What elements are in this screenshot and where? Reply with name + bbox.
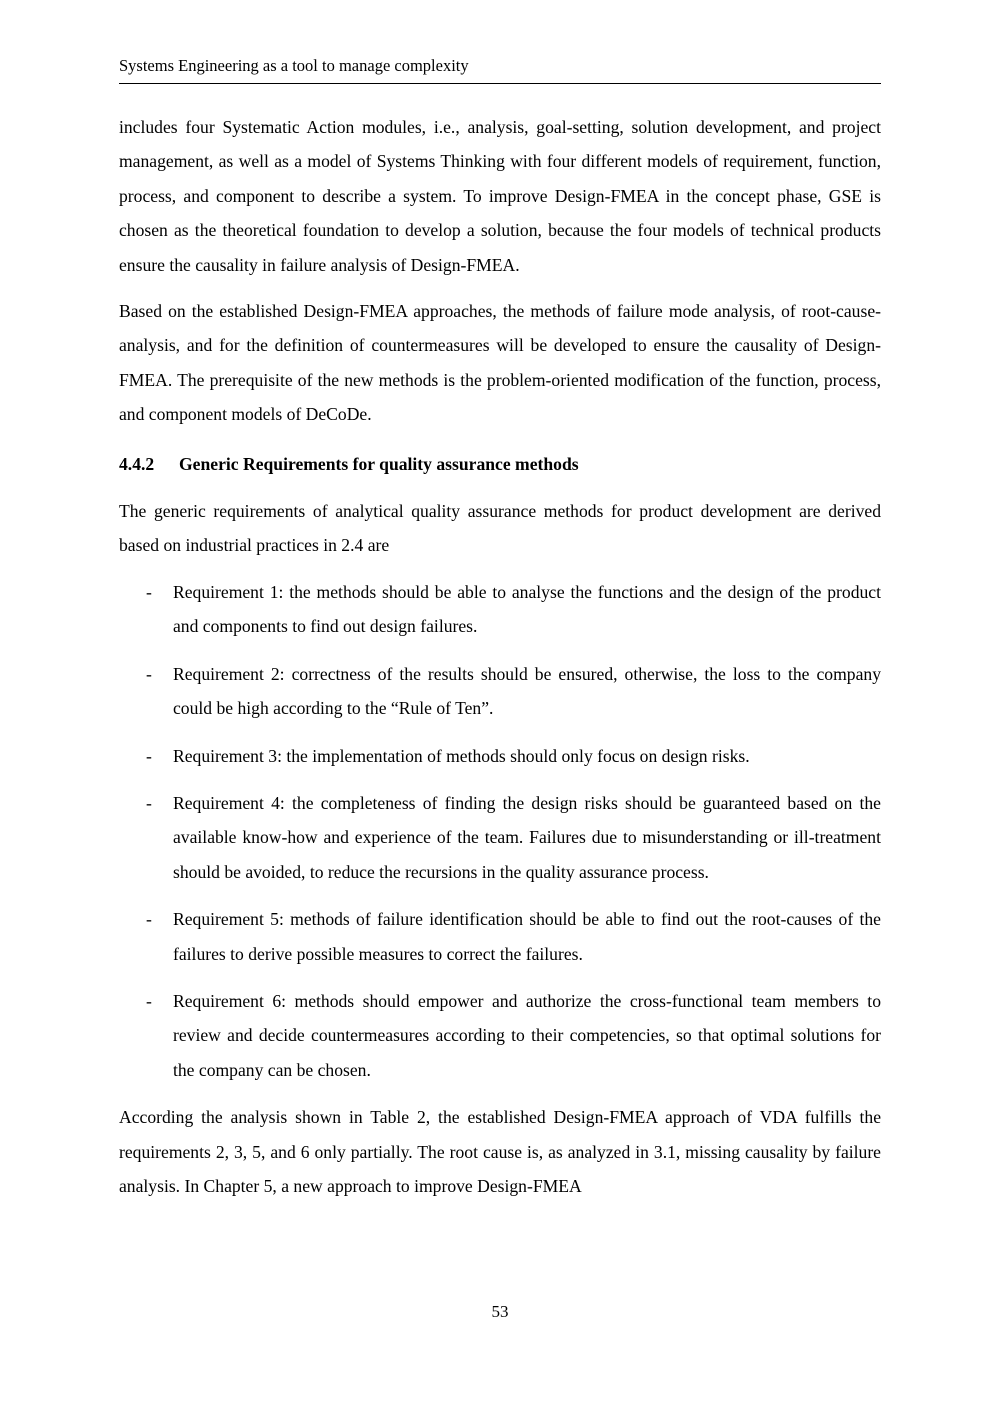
requirement-text: Requirement 5: methods of failure identification should be able to find out the root-causes of the failures to derive possible measures to correct the failures. — [173, 909, 881, 964]
paragraph-based-on: Based on the established Design-FMEA approaches, the methods of failure mode analysis, of root-cause-analysis, and for the definition of countermeasures will be developed to ensure the causality of Design-FMEA. The prerequisite of the new methods is the problem-oriented modification of the function, process, and component models of DeCoDe. — [119, 301, 881, 425]
requirement-text: Requirement 1: the methods should be able to analyse the functions and the design of the product and components to find out design failures. — [173, 581, 881, 637]
requirement-item-2 — [119, 657, 881, 726]
page-number: 53 — [491, 1302, 509, 1321]
requirements-list — [119, 575, 881, 1087]
running-header: Systems Engineering as a tool to manage complexity — [119, 56, 881, 84]
paragraph-conclusion: According the analysis shown in Table 2, the established Design-FMEA approach of VDA fulfills the requirements 2, 3, 5, and 6 only partially. The root cause is, as analyzed in 3.1, missing causality by failure analysis. In Chapter 5, a new approach to improve Design-FMEA — [119, 1107, 881, 1196]
section-title: Generic Requirements for quality assurance methods — [179, 453, 579, 474]
requirement-item-6 — [119, 984, 881, 1087]
section-number: 4.4.2 — [119, 453, 155, 474]
requirement-item-1 — [119, 575, 881, 644]
page-content — [119, 110, 881, 1215]
requirement-item-3 — [119, 739, 881, 773]
dash-marker: - — [146, 663, 152, 684]
section-heading — [119, 447, 881, 481]
requirement-text: Requirement 6: methods should empower and authorize the cross-functional team members to review and decide countermeasures according to their competencies, so that optimal solutions for the company can be chosen. — [173, 990, 881, 1080]
dash-marker: - — [146, 581, 152, 602]
requirement-item-5 — [119, 902, 881, 971]
paragraph-intro: includes four Systematic Action modules, i.e., analysis, goal-setting, solution development, and project management, as well as a model of Systems Thinking with four different models of requirement, function, process, and component to describe a system. To improve Design-FMEA in the concept phase, GSE is chosen as the theoretical foundation to develop a solution, because the four models of technical products ensure the causality in failure analysis of Design-FMEA. — [119, 117, 881, 275]
requirement-item-4 — [119, 786, 881, 889]
dash-marker: - — [146, 909, 152, 930]
paragraph-generic-requirements: The generic requirements of analytical quality assurance methods for product development are derived based on industrial practices in 2.4 are — [119, 501, 881, 556]
requirement-text: Requirement 4: the completeness of finding the design risks should be guaranteed based on the available know-how and experience of the team. Failures due to misunderstanding or ill-treatment should be avoided, to reduce the recursions in the quality assurance process. — [173, 792, 881, 882]
dash-marker: - — [146, 745, 152, 766]
requirement-text: Requirement 2: correctness of the results should be ensured, otherwise, the loss to the company could be high according to the “Rule of Ten”. — [173, 663, 881, 719]
dash-marker: - — [146, 990, 152, 1011]
dash-marker: - — [146, 792, 152, 813]
requirement-text: Requirement 3: the implementation of methods should only focus on design risks. — [173, 745, 750, 766]
